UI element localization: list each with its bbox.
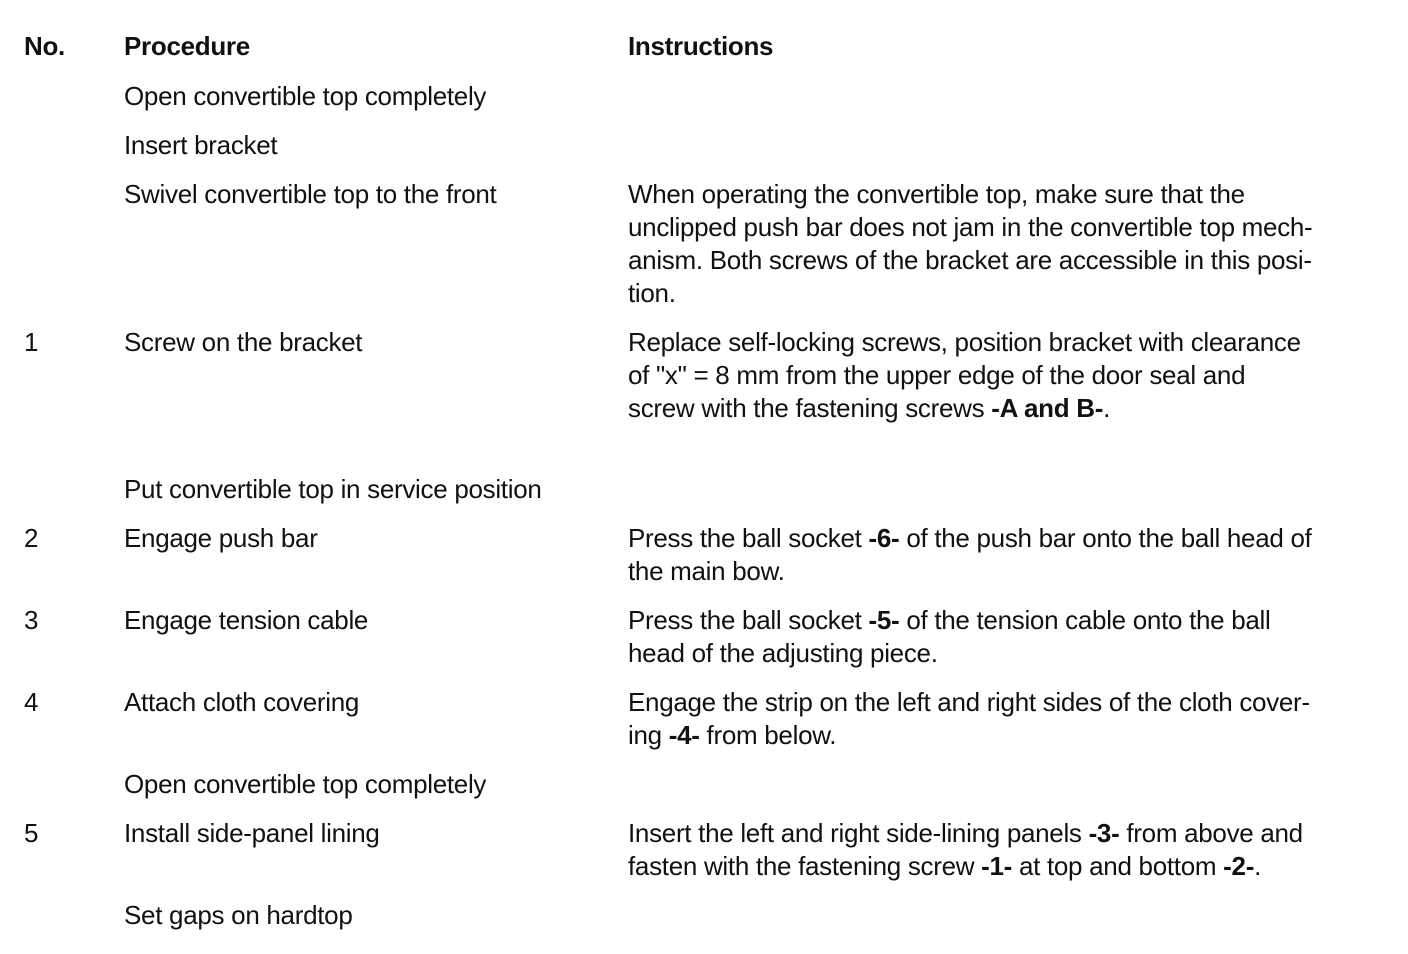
instruction-fragment: Press the ball socket — [628, 605, 869, 635]
instruction-fragment: of the tension cable onto the ball — [899, 605, 1271, 635]
instruction-line: tion. — [628, 278, 676, 308]
step-number: 2 — [24, 523, 39, 553]
instruction-fragment: . — [1254, 851, 1261, 881]
procedure-text: Engage push bar — [124, 523, 318, 553]
procedure-text: Screw on the bracket — [124, 327, 363, 357]
procedure-text: Swivel convertible top to the front — [124, 179, 497, 209]
instruction-text — [628, 686, 1368, 752]
header-procedure: Procedure — [124, 31, 250, 61]
instruction-line: When operating the convertible top, make sure that the — [628, 179, 1245, 209]
instruction-fragment: at top and bottom — [1012, 851, 1224, 881]
instruction-line: of "x" = 8 mm from the upper edge of the door seal and — [628, 360, 1246, 390]
step-number: 5 — [24, 818, 39, 848]
instruction-text — [628, 178, 1368, 310]
instruction-line — [628, 392, 1368, 425]
part-reference: -A and B- — [991, 393, 1104, 423]
instruction-line — [628, 604, 1368, 637]
instruction-line: anism. Both screws of the bracket are accessible in this posi- — [628, 245, 1312, 275]
procedure-text: Insert bracket — [124, 130, 278, 160]
instruction-text — [628, 522, 1368, 588]
instruction-fragment: Press the ball socket — [628, 523, 869, 553]
procedure-text: Open convertible top completely — [124, 81, 487, 111]
instruction-fragment: . — [1103, 393, 1111, 423]
part-reference: -1- — [981, 851, 1013, 881]
step-number: 1 — [24, 327, 39, 357]
instruction-fragment: of the push bar onto the ball head of — [899, 523, 1312, 553]
part-reference: -2- — [1223, 851, 1255, 881]
instruction-line: head of the adjusting piece. — [628, 638, 938, 668]
procedure-text: Open convertible top completely — [124, 769, 487, 799]
part-reference: -6- — [868, 523, 900, 553]
instruction-line: the main bow. — [628, 556, 785, 586]
header-no: No. — [24, 31, 65, 61]
part-reference: -4- — [668, 720, 700, 750]
procedure-text: Engage tension cable — [124, 605, 369, 635]
instruction-fragment: from above and — [1119, 818, 1303, 848]
instruction-fragment: fasten with the fastening screw — [628, 851, 982, 881]
instruction-fragment: screw with the fastening screws — [628, 393, 992, 423]
instruction-line — [628, 719, 1368, 752]
procedure-text: Attach cloth covering — [124, 687, 360, 717]
instruction-text — [628, 326, 1368, 425]
procedure-text: Set gaps on hardtop — [124, 900, 353, 930]
part-reference: -3- — [1088, 818, 1120, 848]
procedure-text: Put convertible top in service position — [124, 474, 542, 504]
instruction-line: Engage the strip on the left and right sides of the cloth cover- — [628, 687, 1310, 717]
step-number: 3 — [24, 605, 39, 635]
instruction-text — [628, 604, 1368, 670]
instruction-fragment: from below. — [699, 720, 837, 750]
instruction-fragment: ing — [628, 720, 669, 750]
instruction-line: Replace self-locking screws, position bracket with clearance — [628, 327, 1301, 357]
instruction-text — [628, 817, 1368, 883]
header-instructions: Instructions — [628, 31, 774, 61]
instruction-fragment: Insert the left and right side-lining panels — [628, 818, 1089, 848]
procedure-text: Install side-panel lining — [124, 818, 380, 848]
instruction-line — [628, 850, 1368, 883]
instruction-line — [628, 522, 1368, 555]
instruction-line: unclipped push bar does not jam in the convertible top mech- — [628, 212, 1313, 242]
step-number: 4 — [24, 687, 39, 717]
instruction-line — [628, 817, 1368, 850]
part-reference: -5- — [868, 605, 900, 635]
